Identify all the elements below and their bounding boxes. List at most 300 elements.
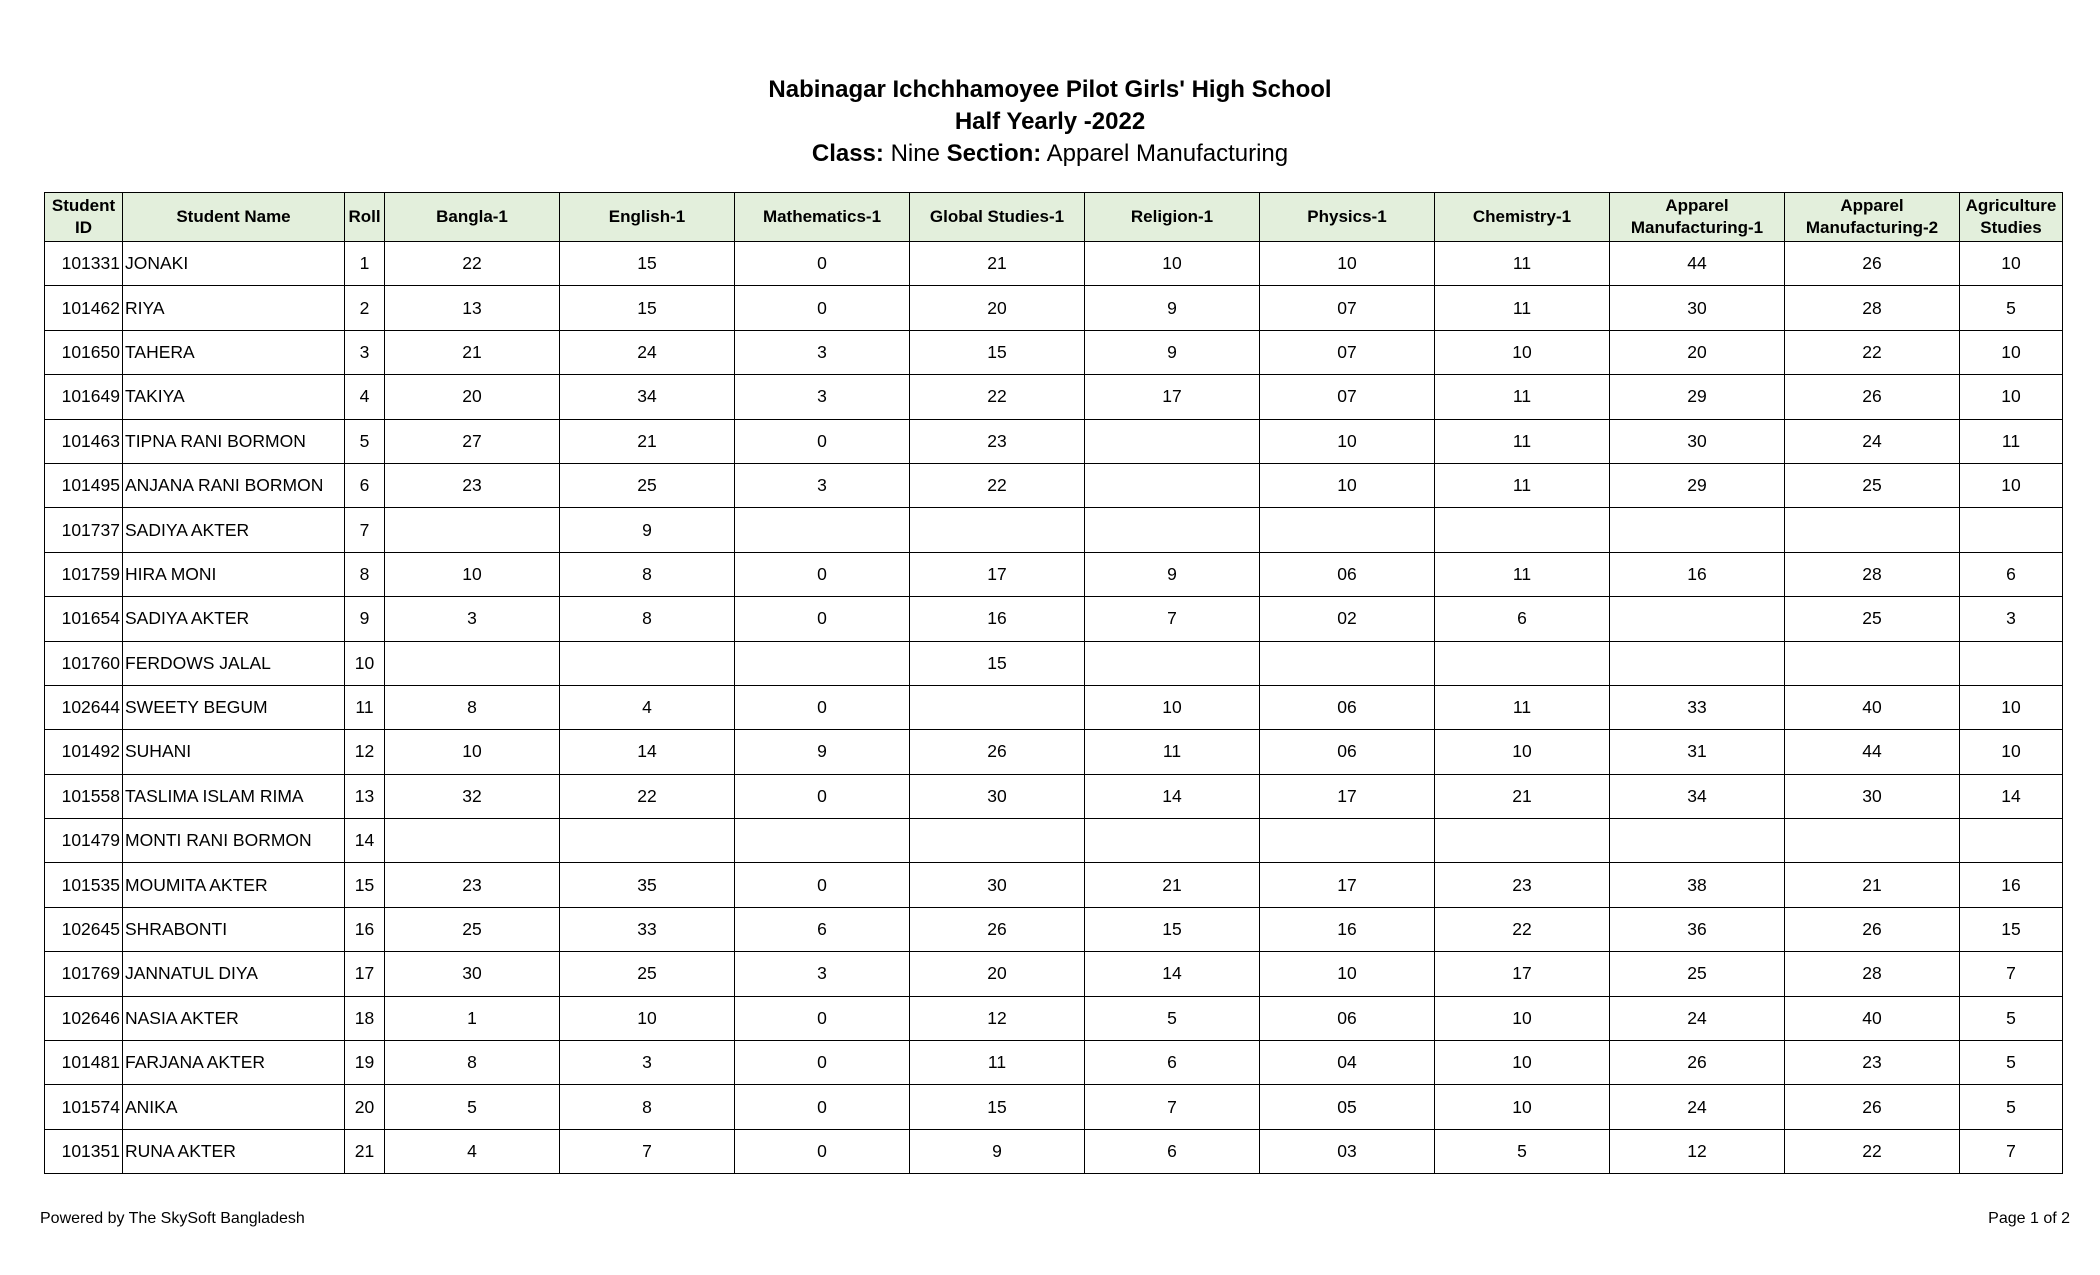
mark-cell [1085,641,1260,685]
roll-cell: 6 [345,463,385,507]
mark-cell [735,819,910,863]
mark-cell: 28 [1785,952,1960,996]
mark-cell: 14 [1085,774,1260,818]
table-row [45,375,2063,419]
student-id-cell: 101351 [45,1129,123,1173]
mark-cell [1960,819,2063,863]
page-number: Page 1 of 2 [1988,1210,2070,1227]
mark-cell: 23 [385,863,560,907]
roll-cell: 21 [345,1129,385,1173]
mark-cell: 21 [1785,863,1960,907]
student-id-cell: 101535 [45,863,123,907]
student-name-cell: HIRA MONI [123,552,345,596]
roll-cell: 20 [345,1085,385,1129]
student-name-cell: MOUMITA AKTER [123,863,345,907]
student-name-cell: SADIYA AKTER [123,508,345,552]
mark-cell: 17 [1085,375,1260,419]
mark-cell: 3 [735,375,910,419]
roll-cell: 1 [345,242,385,286]
mark-cell: 25 [385,907,560,951]
mark-cell: 25 [560,952,735,996]
mark-cell: 3 [735,463,910,507]
mark-cell: 0 [735,552,910,596]
mark-cell: 8 [560,1085,735,1129]
table-header-row [45,193,2063,242]
column-header: Bangla-1 [385,193,560,242]
mark-cell: 26 [1785,1085,1960,1129]
mark-cell: 9 [910,1129,1085,1173]
mark-cell: 10 [1260,463,1435,507]
mark-cell [560,819,735,863]
student-name-cell: TIPNA RANI BORMON [123,419,345,463]
table-row [45,819,2063,863]
student-name-cell: MONTI RANI BORMON [123,819,345,863]
mark-cell: 1 [385,996,560,1040]
mark-cell: 06 [1260,996,1435,1040]
mark-cell: 17 [910,552,1085,596]
mark-cell: 5 [385,1085,560,1129]
mark-cell: 23 [910,419,1085,463]
mark-cell: 16 [1610,552,1785,596]
mark-cell: 5 [1960,1041,2063,1085]
mark-cell: 9 [560,508,735,552]
mark-cell [1785,819,1960,863]
mark-cell: 04 [1260,1041,1435,1085]
mark-cell: 15 [560,286,735,330]
mark-cell: 15 [1960,907,2063,951]
mark-cell: 22 [385,242,560,286]
student-id-cell: 102646 [45,996,123,1040]
column-header: Roll [345,193,385,242]
mark-cell: 26 [1785,375,1960,419]
table-row [45,907,2063,951]
mark-cell: 0 [735,242,910,286]
student-id-cell: 101574 [45,1085,123,1129]
mark-cell: 11 [1435,286,1610,330]
mark-cell: 10 [385,552,560,596]
student-id-cell: 101463 [45,419,123,463]
mark-cell: 12 [1610,1129,1785,1173]
student-id-cell: 101759 [45,552,123,596]
table-row [45,552,2063,596]
mark-cell: 26 [910,907,1085,951]
mark-cell: 25 [560,463,735,507]
mark-cell: 0 [735,286,910,330]
mark-cell: 30 [1610,286,1785,330]
mark-cell: 27 [385,419,560,463]
mark-cell: 10 [1435,1041,1610,1085]
mark-cell: 6 [1435,597,1610,641]
mark-cell: 16 [1960,863,2063,907]
mark-cell [1435,641,1610,685]
mark-cell: 16 [910,597,1085,641]
student-id-cell: 101462 [45,286,123,330]
table-row [45,463,2063,507]
student-name-cell: SUHANI [123,730,345,774]
mark-cell: 23 [385,463,560,507]
mark-cell [1785,641,1960,685]
mark-cell: 36 [1610,907,1785,951]
mark-cell: 0 [735,774,910,818]
mark-cell: 26 [1785,242,1960,286]
mark-cell: 0 [735,1085,910,1129]
mark-cell: 40 [1785,685,1960,729]
table-row [45,952,2063,996]
mark-cell: 5 [1960,1085,2063,1129]
table-row [45,1129,2063,1173]
mark-cell: 10 [1260,952,1435,996]
mark-cell: 3 [735,952,910,996]
mark-cell: 06 [1260,552,1435,596]
student-id-cell: 101769 [45,952,123,996]
column-header: Apparel Manufacturing-1 [1610,193,1785,242]
mark-cell [1960,641,2063,685]
mark-cell: 0 [735,863,910,907]
mark-cell [560,641,735,685]
table-row [45,996,2063,1040]
table-row [45,774,2063,818]
mark-cell [1435,819,1610,863]
mark-cell: 14 [1085,952,1260,996]
column-header: Student Name [123,193,345,242]
mark-cell: 07 [1260,286,1435,330]
roll-cell: 4 [345,375,385,419]
table-row [45,1041,2063,1085]
mark-cell: 34 [560,375,735,419]
roll-cell: 15 [345,863,385,907]
mark-cell: 21 [910,242,1085,286]
mark-cell [1085,508,1260,552]
mark-cell: 5 [1435,1129,1610,1173]
roll-cell: 13 [345,774,385,818]
student-id-cell: 101558 [45,774,123,818]
table-row [45,286,2063,330]
mark-cell: 11 [1435,463,1610,507]
student-id-cell: 101495 [45,463,123,507]
mark-cell: 33 [560,907,735,951]
student-id-cell: 101649 [45,375,123,419]
mark-cell [385,641,560,685]
mark-cell [1260,641,1435,685]
mark-cell [910,819,1085,863]
mark-cell: 10 [385,730,560,774]
mark-cell: 4 [385,1129,560,1173]
mark-cell [1435,508,1610,552]
mark-cell: 35 [560,863,735,907]
mark-cell: 0 [735,1041,910,1085]
mark-cell [1785,508,1960,552]
mark-cell: 21 [385,330,560,374]
mark-cell [1610,597,1785,641]
mark-cell: 30 [910,863,1085,907]
exam-title: Half Yearly -2022 [954,108,1146,135]
column-header: Religion-1 [1085,193,1260,242]
mark-cell: 6 [735,907,910,951]
roll-cell: 9 [345,597,385,641]
table-row [45,508,2063,552]
mark-cell: 3 [735,330,910,374]
mark-cell: 34 [1610,774,1785,818]
mark-cell: 0 [735,1129,910,1173]
mark-cell: 5 [1085,996,1260,1040]
class-label: Class: [811,140,884,167]
mark-cell: 30 [910,774,1085,818]
mark-cell: 21 [1435,774,1610,818]
mark-cell: 9 [735,730,910,774]
mark-cell: 06 [1260,685,1435,729]
mark-cell: 12 [910,996,1085,1040]
student-name-cell: TASLIMA ISLAM RIMA [123,774,345,818]
mark-cell: 7 [1085,597,1260,641]
mark-cell: 11 [910,1041,1085,1085]
student-name-cell: JONAKI [123,242,345,286]
student-name-cell: FERDOWS JALAL [123,641,345,685]
mark-cell: 11 [1085,730,1260,774]
mark-cell: 6 [1960,552,2063,596]
mark-cell [1610,819,1785,863]
mark-cell: 25 [1610,952,1785,996]
mark-cell: 4 [560,685,735,729]
marks-table [44,192,2063,1174]
column-header: Mathematics-1 [735,193,910,242]
roll-cell: 17 [345,952,385,996]
roll-cell: 5 [345,419,385,463]
mark-cell [1610,508,1785,552]
table-row [45,730,2063,774]
student-id-cell: 102645 [45,907,123,951]
mark-cell [385,819,560,863]
mark-cell: 10 [1960,730,2063,774]
mark-cell: 26 [1610,1041,1785,1085]
mark-cell: 9 [1085,330,1260,374]
table-row [45,685,2063,729]
student-name-cell: RUNA AKTER [123,1129,345,1173]
student-name-cell: TAKIYA [123,375,345,419]
report-header [0,74,2100,170]
mark-cell: 17 [1435,952,1610,996]
mark-cell: 28 [1785,286,1960,330]
mark-cell: 30 [1610,419,1785,463]
table-body [45,242,2063,1174]
mark-cell: 10 [1960,375,2063,419]
roll-cell: 14 [345,819,385,863]
mark-cell [1260,819,1435,863]
mark-cell: 29 [1610,463,1785,507]
student-name-cell: JANNATUL DIYA [123,952,345,996]
mark-cell: 10 [1960,242,2063,286]
table-row [45,641,2063,685]
roll-cell: 16 [345,907,385,951]
mark-cell: 11 [1435,242,1610,286]
mark-cell: 10 [1435,996,1610,1040]
student-id-cell: 101331 [45,242,123,286]
mark-cell: 16 [1260,907,1435,951]
mark-cell: 40 [1785,996,1960,1040]
mark-cell: 32 [385,774,560,818]
mark-cell: 33 [1610,685,1785,729]
mark-cell: 22 [910,375,1085,419]
mark-cell: 8 [560,597,735,641]
mark-cell: 24 [1610,996,1785,1040]
mark-cell: 06 [1260,730,1435,774]
mark-cell: 20 [910,286,1085,330]
mark-cell [1610,641,1785,685]
mark-cell: 5 [1960,996,2063,1040]
mark-cell [1085,463,1260,507]
student-name-cell: SWEETY BEGUM [123,685,345,729]
mark-cell: 03 [1260,1129,1435,1173]
mark-cell [910,685,1085,729]
mark-cell: 20 [385,375,560,419]
mark-cell: 3 [385,597,560,641]
mark-cell: 02 [1260,597,1435,641]
mark-cell: 17 [1260,774,1435,818]
mark-cell: 7 [1085,1085,1260,1129]
mark-cell: 0 [735,685,910,729]
column-header: Physics-1 [1260,193,1435,242]
mark-cell [1085,419,1260,463]
column-header: Global Studies-1 [910,193,1085,242]
mark-cell [1960,508,2063,552]
student-name-cell: SADIYA AKTER [123,597,345,641]
mark-cell: 15 [910,330,1085,374]
mark-cell: 10 [1960,685,2063,729]
mark-cell: 7 [1960,1129,2063,1173]
mark-cell: 21 [1085,863,1260,907]
mark-cell: 07 [1260,375,1435,419]
mark-cell: 10 [560,996,735,1040]
student-name-cell: NASIA AKTER [123,996,345,1040]
column-header: Agriculture Studies [1960,193,2063,242]
mark-cell: 29 [1610,375,1785,419]
roll-cell: 11 [345,685,385,729]
roll-cell: 8 [345,552,385,596]
table-row [45,1085,2063,1129]
roll-cell: 7 [345,508,385,552]
mark-cell: 9 [1085,286,1260,330]
mark-cell: 44 [1610,242,1785,286]
mark-cell: 0 [735,597,910,641]
mark-cell [910,508,1085,552]
mark-cell: 38 [1610,863,1785,907]
mark-cell: 28 [1785,552,1960,596]
mark-cell: 20 [910,952,1085,996]
class-value: Nine [890,140,940,167]
mark-cell: 10 [1085,685,1260,729]
mark-cell: 23 [1785,1041,1960,1085]
mark-cell: 24 [1785,419,1960,463]
table-row [45,597,2063,641]
mark-cell: 10 [1435,330,1610,374]
student-id-cell: 102644 [45,685,123,729]
mark-cell: 11 [1435,685,1610,729]
roll-cell: 3 [345,330,385,374]
table-row [45,863,2063,907]
mark-cell: 10 [1260,419,1435,463]
mark-cell: 10 [1960,463,2063,507]
roll-cell: 2 [345,286,385,330]
mark-cell [1085,819,1260,863]
roll-cell: 18 [345,996,385,1040]
mark-cell: 05 [1260,1085,1435,1129]
mark-cell: 26 [910,730,1085,774]
mark-cell [735,641,910,685]
mark-cell: 30 [1785,774,1960,818]
mark-cell: 8 [385,685,560,729]
mark-cell: 9 [1085,552,1260,596]
student-name-cell: RIYA [123,286,345,330]
mark-cell: 0 [735,419,910,463]
mark-cell: 14 [1960,774,2063,818]
mark-cell: 10 [1960,330,2063,374]
mark-cell: 6 [1085,1041,1260,1085]
mark-cell: 30 [385,952,560,996]
mark-cell: 44 [1785,730,1960,774]
mark-cell: 07 [1260,330,1435,374]
student-id-cell: 101650 [45,330,123,374]
student-name-cell: ANJANA RANI BORMON [123,463,345,507]
column-header: Chemistry-1 [1435,193,1610,242]
mark-cell [385,508,560,552]
mark-cell: 21 [560,419,735,463]
mark-cell: 11 [1435,552,1610,596]
mark-cell: 14 [560,730,735,774]
mark-cell: 20 [1610,330,1785,374]
student-id-cell: 101760 [45,641,123,685]
mark-cell: 7 [1960,952,2063,996]
student-id-cell: 101479 [45,819,123,863]
mark-cell: 22 [560,774,735,818]
mark-cell: 25 [1785,597,1960,641]
roll-cell: 12 [345,730,385,774]
mark-cell [1260,508,1435,552]
school-name: Nabinagar Ichchhamoyee Pilot Girls' High School [768,76,1332,103]
mark-cell: 8 [385,1041,560,1085]
student-id-cell: 101492 [45,730,123,774]
student-id-cell: 101654 [45,597,123,641]
mark-cell: 5 [1960,286,2063,330]
student-name-cell: SHRABONTI [123,907,345,951]
mark-cell: 7 [560,1129,735,1173]
class-section-line [0,138,2100,170]
table-row [45,330,2063,374]
powered-by: Powered by The SkySoft Bangladesh [40,1210,305,1227]
roll-cell: 10 [345,641,385,685]
student-id-cell: 101737 [45,508,123,552]
mark-cell: 15 [910,1085,1085,1129]
column-header: Apparel Manufacturing-2 [1785,193,1960,242]
student-name-cell: TAHERA [123,330,345,374]
mark-cell: 3 [560,1041,735,1085]
table-row [45,419,2063,463]
mark-cell: 15 [910,641,1085,685]
mark-cell [735,508,910,552]
mark-cell: 10 [1085,242,1260,286]
mark-cell: 3 [1960,597,2063,641]
mark-cell: 22 [1785,330,1960,374]
mark-cell: 10 [1435,730,1610,774]
mark-cell: 26 [1785,907,1960,951]
student-id-cell: 101481 [45,1041,123,1085]
mark-cell: 17 [1260,863,1435,907]
mark-cell: 10 [1435,1085,1610,1129]
mark-cell: 22 [910,463,1085,507]
column-header: Student ID [45,193,123,242]
mark-cell: 25 [1785,463,1960,507]
mark-cell: 0 [735,996,910,1040]
mark-cell: 13 [385,286,560,330]
mark-cell: 23 [1435,863,1610,907]
